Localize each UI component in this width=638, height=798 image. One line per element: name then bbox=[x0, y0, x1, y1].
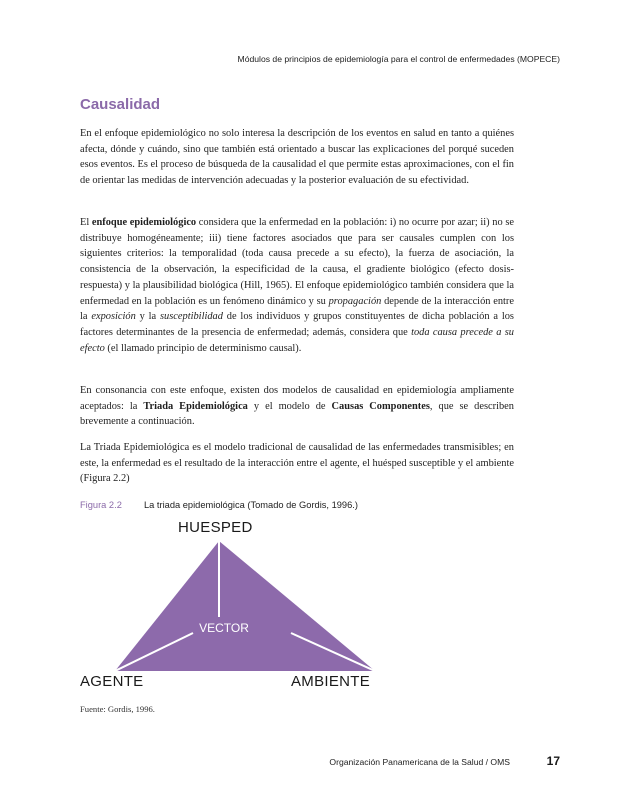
running-header: Módulos de principios de epidemiología para el control de enfermedades (MOPECE) bbox=[237, 54, 560, 64]
footer-organization: Organización Panamericana de la Salud / OMS bbox=[329, 757, 510, 767]
paragraph-causalidad-intro: En el enfoque epidemiológico no solo interesa la descripción de los eventos en salud en tanto a quiénes afecta, dónde y cuándo, sino que también está orientado a buscar las explicaciones del porqué suceden esos eventos. Es el proceso de búsqueda de la causalidad el que permite estas aproximaciones, con el fin de orientar las medidas de intervención adecuadas y la posterior evaluación de su efectividad. bbox=[80, 128, 514, 187]
text-run: El bbox=[80, 217, 92, 228]
figure-number: Figura 2.2 bbox=[80, 500, 122, 510]
text-run: depende de la interacción entre la bbox=[80, 295, 514, 323]
figure-caption-text: La triada epidemiológica (Tomado de Gordis, 1996.) bbox=[144, 500, 358, 510]
label-agente: AGENTE bbox=[80, 673, 144, 690]
bold-term: Triada Epidemiológica bbox=[143, 400, 248, 412]
text-run: de los individuos y grupos constituyentes de dicha población a los factores determinantes de la presencia de enfermedad; además, considera que bbox=[80, 311, 514, 338]
text-run: (el llamado principio de determinismo causal). bbox=[104, 342, 302, 354]
section-title: Causalidad bbox=[80, 96, 161, 113]
figure-source: Fuente: Gordis, 1996. bbox=[80, 704, 155, 714]
paragraph-triada: La Triada Epidemiológica es el modelo tradicional de causalidad de las enfermedades transmisibles; en este, la enfermedad es el resultado de la interacción entre el agente, el huésped susceptible y el ambiente (Figura 2.2) bbox=[80, 442, 514, 485]
bold-term: enfoque epidemiológico bbox=[91, 217, 197, 228]
bold-term: Causas Componentes bbox=[331, 400, 430, 412]
text-run: , que se describen brevemente a continuación. bbox=[80, 400, 514, 428]
label-vector: VECTOR bbox=[199, 621, 249, 635]
page-number: 17 bbox=[546, 754, 560, 768]
text-run: y el modelo de bbox=[247, 400, 332, 412]
text-run: considera que la enfermedad en la población: i) no ocurre por azar; ii) no se distribuye homogéneamente; iii) tiene factores asociados que para ser causales cumplen con los siguientes criterios: la temporalidad (toda causa precede a su efecto), la fuerza de asociación, la consistencia de la observación, la especificidad de la causa, el gradiente biológico (efecto dosis-respuesta) y la plausibilidad biológica (Hill, 1965). El enfoque epidemiológico también considera que la enfermedad en la población es un fenómeno dinámico y su bbox=[80, 217, 514, 307]
label-ambiente: AMBIENTE bbox=[291, 673, 371, 690]
paragraph-enfoque-epidemiologico bbox=[80, 215, 514, 356]
italic-term: exposición bbox=[91, 311, 136, 323]
italic-term: propagación bbox=[328, 295, 382, 307]
epidemiological-triad-diagram bbox=[115, 541, 375, 671]
italic-term: susceptibilidad bbox=[160, 311, 223, 323]
paragraph-modelos-causalidad bbox=[80, 383, 514, 430]
italic-term: toda causa precede a su efecto bbox=[80, 326, 514, 354]
label-huesped: HUESPED bbox=[178, 519, 253, 536]
figure-caption bbox=[80, 500, 358, 510]
text-run: En consonancia con este enfoque, existen dos modelos de causalidad en epidemiología ampliamente aceptados: la bbox=[80, 385, 514, 412]
text-run: y la bbox=[135, 311, 161, 323]
